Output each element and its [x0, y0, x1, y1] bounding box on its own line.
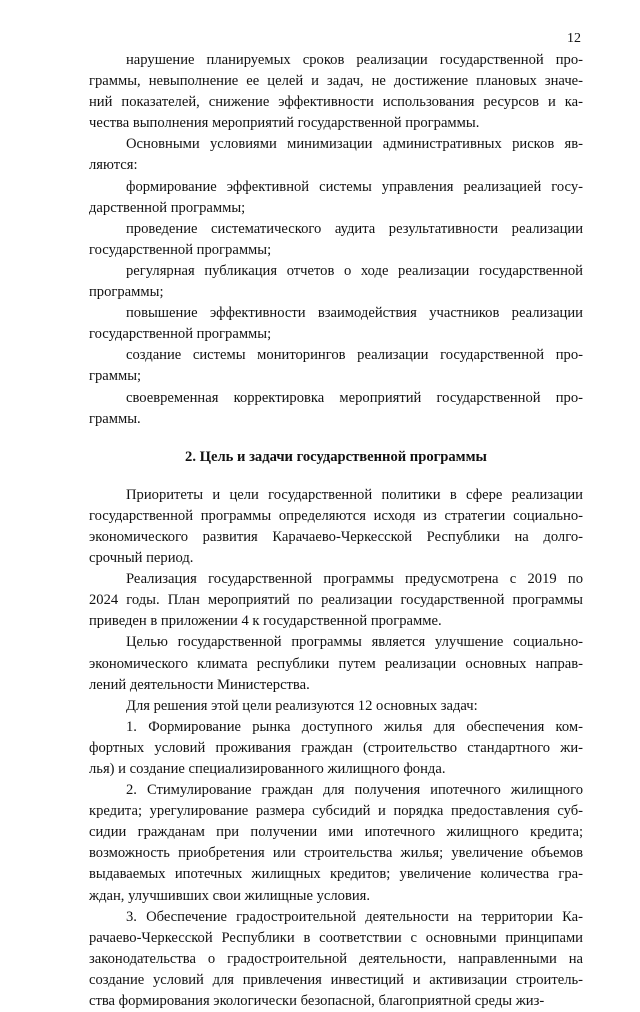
text-line: ний показателей, снижение эффективности использования ресурсов и ка- [89, 94, 583, 111]
text-line: возможность приобретения или строительства жилья; увеличение объемов [89, 845, 583, 862]
text-line: 3. Обеспечение градостроительной деятельности на территории Ка- [126, 908, 583, 925]
text-line: создание условий для привлечения инвестиций и активизации строитель- [89, 971, 583, 988]
paragraph [89, 388, 583, 430]
text-line: нарушение планируемых сроков реализации государственной про- [126, 52, 583, 68]
text-line: граммы, невыполнение ее целей и задач, не достижение плановых значе- [89, 73, 583, 90]
text-line: фортных условий проживания граждан (строительство стандартного жи- [89, 739, 583, 756]
paragraph [89, 177, 583, 219]
text-line: 2. Стимулирование граждан для получения ипотечного жилищного [126, 782, 583, 799]
paragraph [89, 219, 583, 261]
text-line: рачаево-Черкесской Республики в соответствии с основными принципами [89, 929, 583, 946]
text-line: ляются: [89, 157, 138, 174]
text-line: граммы. [89, 410, 141, 427]
paragraph [89, 345, 583, 387]
paragraph [89, 261, 583, 303]
text-line: Основными условиями минимизации административных рисков яв- [126, 136, 583, 153]
text-line: лений деятельности Министерства. [89, 676, 310, 693]
section-heading: 2. Цель и задачи государственной программы [185, 448, 487, 465]
paragraph [89, 134, 583, 176]
risk-conditions-section [89, 50, 583, 430]
text-line: сидии гражданам при получении ими ипотечного жилищного кредита; [89, 824, 583, 841]
text-line: выдаваемых ипотечных жилищных кредитов; увеличение количества гра- [89, 866, 583, 883]
text-line: программы; [89, 284, 164, 301]
text-line: кредита; урегулирование размера субсидий и порядка предоставления суб- [89, 803, 583, 820]
paragraph [89, 907, 583, 1012]
text-line: приведен в приложении 4 к государственной программе. [89, 613, 442, 630]
text-line: ства формирования экологически безопасной, благоприятной среды жиз- [89, 993, 545, 1010]
text-line: лья) и создание специализированного жилищного фонда. [89, 761, 446, 777]
text-line: Реализация государственной программы предусмотрена с 2019 по [126, 571, 583, 588]
text-line: срочный период. [89, 550, 194, 567]
text-line: государственной программы определяются исходя из стратегии социально- [89, 507, 583, 524]
paragraph [89, 50, 583, 134]
text-line: Для решения этой цели реализуются 12 основных задач: [126, 697, 478, 714]
text-line: повышение эффективности взаимодействия участников реализации [126, 305, 583, 322]
text-line: создание системы мониторингов реализации государственной про- [126, 347, 583, 364]
text-line: ждан, улучшивших свои жилищные условия. [89, 887, 371, 904]
paragraph [89, 780, 583, 907]
text-line: 1. Формирование рынка доступного жилья для обеспечения ком- [126, 718, 583, 735]
paragraph [89, 485, 583, 569]
paragraph [89, 569, 583, 632]
document-body [89, 50, 583, 1012]
paragraph [89, 303, 583, 345]
text-line: формирование эффективной системы управления реализацией госу- [126, 178, 583, 195]
text-line: своевременная корректировка мероприятий государственной про- [126, 389, 583, 406]
text-line: чества выполнения мероприятий государственной программы. [89, 115, 480, 132]
text-line: 2024 годы. План мероприятий по реализации государственной программы [89, 592, 583, 609]
paragraph [89, 717, 583, 780]
text-line: дарственной программы; [89, 199, 246, 216]
text-line: граммы; [89, 368, 142, 385]
text-line: экономического климата республики путем реализации основных направ- [89, 655, 583, 672]
text-line: Целью государственной программы является улучшение социально- [126, 634, 583, 651]
paragraph [89, 696, 583, 717]
page-number: 12 [567, 31, 581, 46]
paragraph [89, 632, 583, 695]
text-line: законодательства о градостроительной деятельности, направленными на [89, 950, 583, 967]
text-line: регулярная публикация отчетов о ходе реализации государственной [126, 262, 583, 279]
text-line: проведение систематического аудита результативности реализации [126, 220, 583, 237]
text-line: государственной программы; [89, 241, 272, 258]
text-line: Приоритеты и цели государственной политики в сфере реализации [126, 486, 583, 503]
text-line: экономического развития Карачаево-Черкесской Республики на долго- [89, 528, 583, 545]
goals-section [89, 485, 583, 1012]
text-line: государственной программы; [89, 326, 272, 343]
